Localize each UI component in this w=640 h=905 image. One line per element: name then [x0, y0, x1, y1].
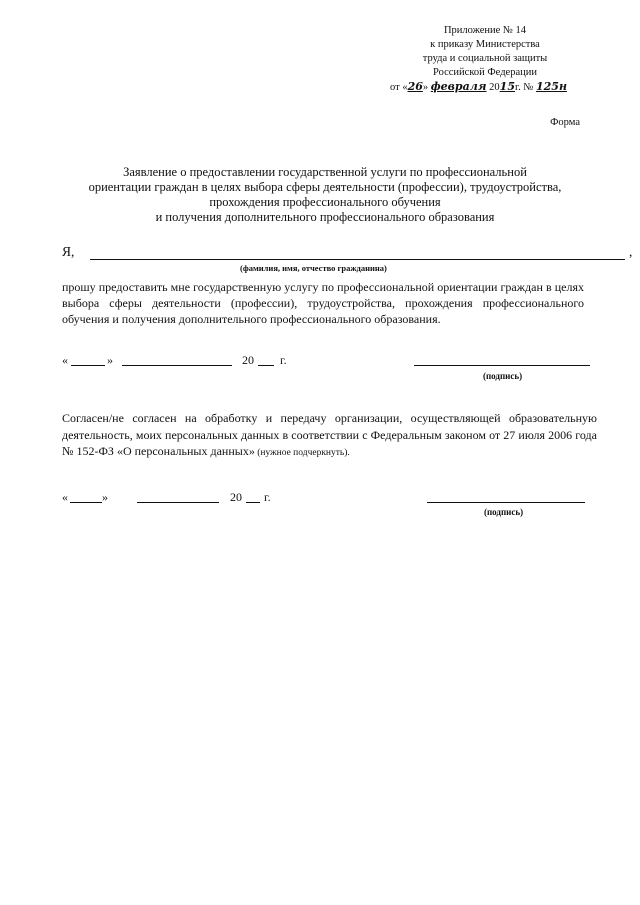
year-field-1[interactable] — [258, 353, 274, 366]
appendix-header — [385, 24, 585, 95]
applicant-row: Я, , — [62, 244, 633, 259]
month-field-2[interactable] — [137, 490, 219, 503]
appendix-ministry: труда и социальной защиты — [422, 53, 548, 64]
applicant-name-caption: (фамилия, имя, отчество гражданина) — [240, 263, 387, 273]
signature-field-1[interactable] — [414, 353, 590, 366]
signature-caption-1: (подпись) — [483, 371, 523, 381]
order-year: 15 — [499, 80, 515, 93]
applicant-label: Я, — [62, 244, 75, 259]
order-month: февраля — [430, 80, 487, 93]
consent-text: Согласен/не согласен на обработку и передачу организации, осуществляющей образовательную деятельность, моих персональных данных в соответствии с Федеральным законом от 27 июля 2006 года № 152-ФЗ «О персональных данных» — [62, 411, 597, 458]
date-row-2: « » 20 г. — [62, 490, 602, 508]
signature-caption-2: (подпись) — [484, 507, 524, 517]
signature-field-2[interactable] — [427, 490, 585, 503]
appendix-number: Приложение № 14 — [443, 25, 527, 36]
order-day: 26 — [407, 80, 423, 93]
consent-note: (нужное подчеркнуть). — [254, 448, 350, 458]
month-field-1[interactable] — [122, 353, 232, 366]
appendix-country: Российской Федерации — [433, 67, 537, 78]
day-field-1[interactable] — [71, 353, 105, 366]
order-number: 125н — [536, 80, 567, 93]
order-date-line: от «26» февраля 2015г. № 125н — [390, 80, 567, 93]
appendix-order-ref: к приказу Министерства — [430, 39, 540, 50]
document-title: Заявление о предоставлении государственной услуги по профессиональной ориентации граждан в целях выбора сферы деятельности (профессии), трудоустройства, прохождения профессионального обучения и получения дополнительного профессионального образования — [88, 165, 562, 224]
date-row-1: « » 20 г. — [62, 353, 602, 371]
form-label: Форма — [550, 117, 580, 128]
request-paragraph: прошу предоставить мне государственную услугу по профессиональной ориентации граждан в целях выбора сферы деятельности (профессии), трудоустройства, прохождения профессионального обучения и получения дополнительного профессионального образования. — [62, 280, 584, 326]
applicant-name-field[interactable] — [90, 259, 625, 260]
consent-paragraph — [62, 410, 597, 462]
day-field-2[interactable] — [70, 490, 102, 503]
year-field-2[interactable] — [246, 490, 260, 503]
